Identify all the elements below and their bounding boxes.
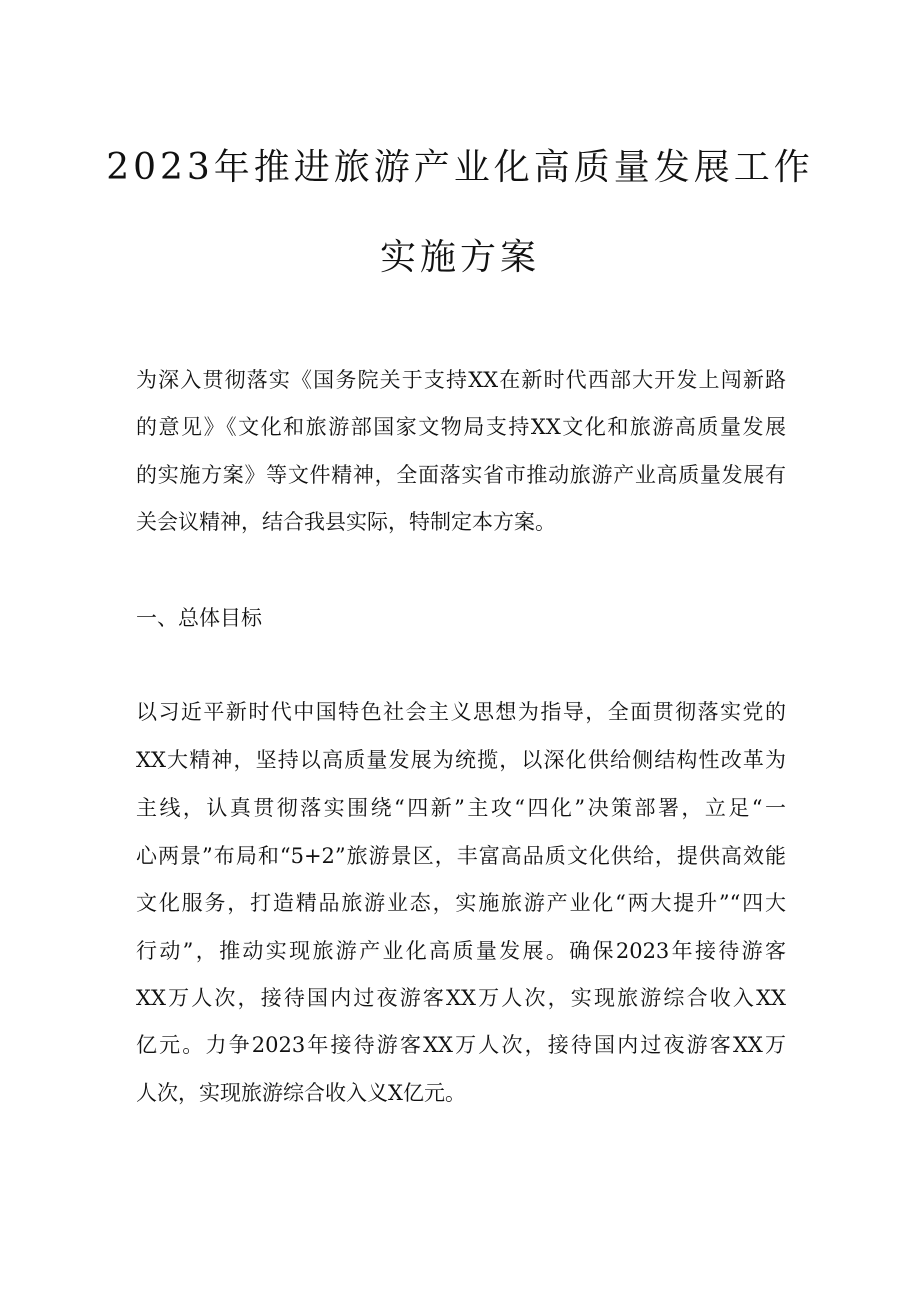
- section-paragraph-line: 主线，认真贯彻落实围绕“四新”主攻“四化”决策部署，立足“一: [136, 796, 786, 820]
- section-heading: 一、总体目标: [136, 606, 262, 630]
- section-paragraph-line: 人次，实现旅游综合收入义X亿元。: [136, 1081, 466, 1105]
- document-title-line-2: 实施方案: [379, 237, 540, 278]
- intro-paragraph-line: 为深入贯彻落实《国务院关于支持XX在新时代西部大开发上闯新路: [136, 368, 786, 392]
- section-paragraph-line: 文化服务，打造精品旅游业态，实施旅游产业化“两大提升”“四大: [136, 891, 786, 915]
- document-title-line-1: 2023年推进旅游产业化高质量发展工作: [106, 147, 814, 188]
- intro-paragraph-line: 的实施方案》等文件精神，全面落实省市推动旅游产业高质量发展有: [136, 463, 786, 487]
- section-paragraph-line: 以习近平新时代中国特色社会主义思想为指导，全面贯彻落实党的: [136, 700, 786, 724]
- section-paragraph-line: XX大精神，坚持以高质量发展为统揽，以深化供给侧结构性改革为: [136, 748, 786, 772]
- section-paragraph-line: 行动”，推动实现旅游产业化高质量发展。确保2023年接待游客: [136, 939, 786, 963]
- intro-paragraph-line: 关会议精神，结合我县实际，特制定本方案。: [136, 510, 556, 534]
- section-paragraph-line: 心两景”布局和“5+2”旅游景区，丰富高品质文化供给，提供高效能: [136, 844, 786, 868]
- section-paragraph-line: 亿元。力争2023年接待游客XX万人次，接待国内过夜游客XX万: [136, 1033, 786, 1057]
- section-paragraph-line: XX万人次，接待国内过夜游客XX万人次，实现旅游综合收入XX: [136, 986, 786, 1010]
- intro-paragraph-line: 的意见》《文化和旅游部国家文物局支持XX文化和旅游高质量发展: [136, 415, 786, 439]
